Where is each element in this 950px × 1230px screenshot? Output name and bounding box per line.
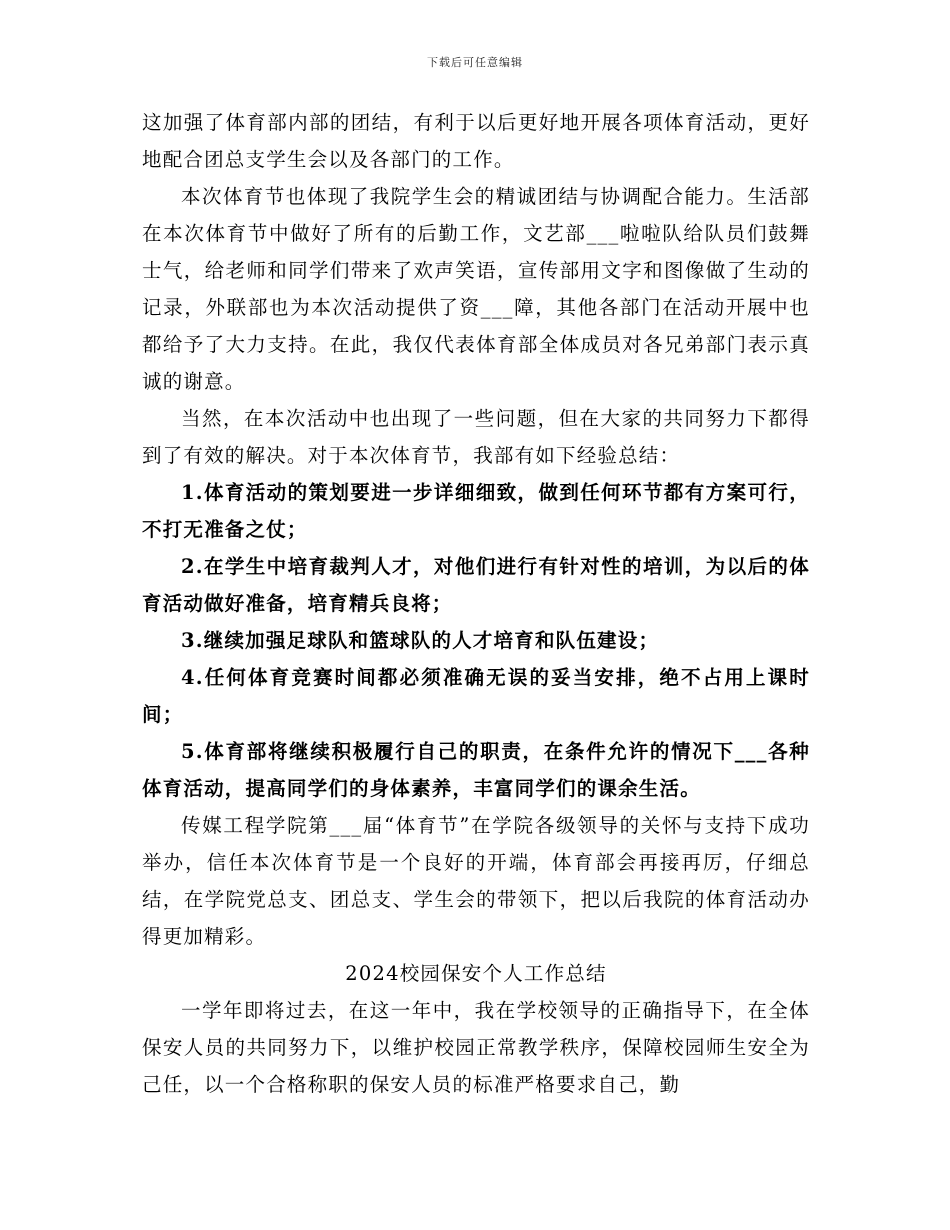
experience-item-1: 1.体育活动的策划要进一步详细细致，做到任何环节都有方案可行，不打无准备之仗； — [142, 481, 810, 541]
page-header: 下载后可任意编辑 — [427, 56, 523, 69]
section-title: 2024校园保安个人工作总结 — [345, 962, 607, 985]
experience-item-4: 4.任何体育竞赛时间都必须准确无误的妥当安排，绝不占用上课时间； — [142, 666, 810, 726]
paragraph-continuation: 这加强了体育部内部的团结，有利于以后更好地开展各项体育活动，更好地配合团总支学生会以及各部门的工作。 — [142, 111, 810, 171]
experience-item-2: 2.在学生中培育裁判人才，对他们进行有针对性的培训，为以后的体育活动做好准备，培育精兵良将； — [142, 555, 810, 615]
experience-item-3: 3.继续加强足球队和篮球队的人才培育和队伍建设； — [181, 629, 660, 652]
experience-item-5: 5.体育部将继续积极履行自己的职责，在条件允许的情况下___各种体育活动，提高同学们的身体素养，丰富同学们的课余生活。 — [142, 740, 810, 800]
paragraph-problems: 当然，在本次活动中也出现了一些问题，但在大家的共同努力下都得到了有效的解决。对于本次体育节，我部有如下经验总结： — [142, 407, 810, 467]
paragraph-closing: 传媒工程学院第___届“体育节”在学院各级领导的关怀与支持下成功举办，信任本次体育节是一个良好的开端，体育部会再接再厉，仔细总结，在学院党总支、团总支、学生会的带领下，把以后我院的体育活动办得更加精彩。 — [142, 814, 810, 948]
paragraph-cooperation: 本次体育节也体现了我院学生会的精诚团结与协调配合能力。生活部在本次体育节中做好了所有的后勤工作，文艺部___啦啦队给队员们鼓舞士气，给老师和同学们带来了欢声笑语，宣传部用文字和图像做了生动的记录，外联部也为本次活动提供了资___障，其他各部门在活动开展中也都给予了大力支持。在此，我仅代表体育部全体成员对各兄弟部门表示真诚的谢意。 — [142, 185, 810, 393]
section-paragraph: 一学年即将过去，在这一年中，我在学校领导的正确指导下，在全体保安人员的共同努力下，以维护校园正常教学秩序，保障校园师生安全为己任，以一个合格称职的保安人员的标准严格要求自己，勤 — [142, 999, 810, 1096]
document-body — [142, 104, 810, 1103]
